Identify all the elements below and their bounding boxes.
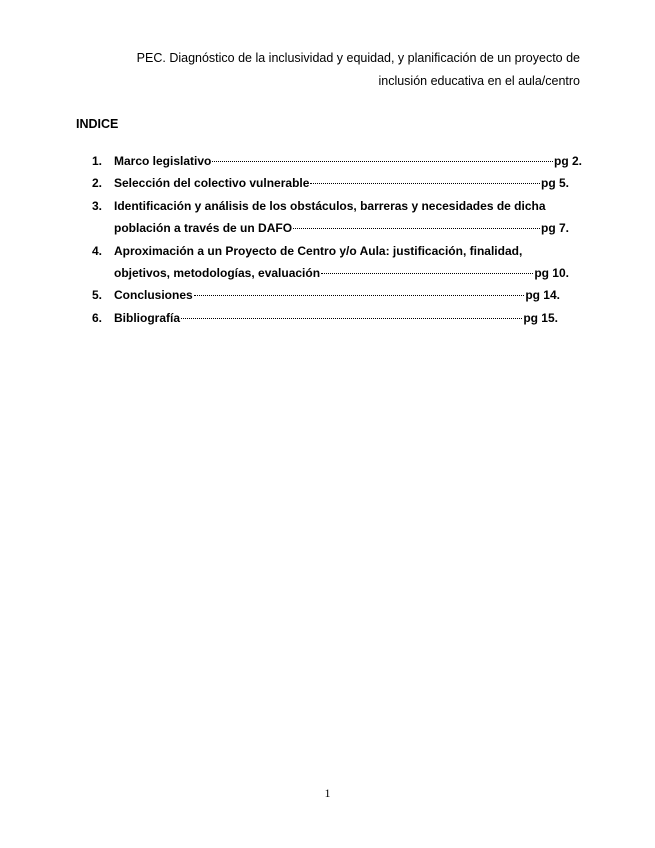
toc-dot-leader (212, 161, 553, 162)
toc-item-1 (92, 150, 582, 172)
document-header (100, 47, 580, 93)
toc-label-line-1: Aproximación a un Proyecto de Centro y/o Aula: justificación, finalidad, (114, 243, 523, 258)
toc-dot-leader (194, 295, 525, 296)
page-number: 1 (324, 786, 331, 800)
toc-number: 4. (92, 243, 103, 258)
toc-page-ref: pg 14. (525, 288, 560, 303)
toc-number: 1. (92, 154, 103, 168)
toc-label: Marco legislativo (114, 154, 212, 168)
toc-label: Conclusiones (114, 288, 193, 303)
toc-page-ref: pg 2. (553, 154, 582, 168)
header-line-2: inclusión educativa en el aula/centro (378, 74, 580, 88)
toc-number: 2. (92, 176, 103, 191)
table-of-contents (92, 150, 582, 329)
toc-number: 3. (92, 198, 103, 213)
toc-page-ref: pg 7. (540, 221, 569, 236)
toc-dot-leader (310, 183, 540, 184)
toc-page-ref: pg 15. (523, 310, 558, 325)
toc-item-2 (92, 172, 582, 194)
toc-dot-leader (321, 273, 533, 274)
toc-number: 6. (92, 310, 103, 325)
toc-page-ref: pg 10. (534, 266, 569, 281)
toc-item-4 (92, 240, 582, 285)
toc-label: población a través de un DAFO (114, 221, 293, 236)
toc-number: 5. (92, 288, 103, 303)
header-line-1: PEC. Diagnóstico de la inclusividad y equidad, y planificación de un proyecto de (136, 51, 580, 65)
toc-label: Bibliografía (114, 310, 181, 325)
toc-label: Selección del colectivo vulnerable (114, 176, 310, 191)
toc-label: objetivos, metodologías, evaluación (114, 266, 321, 281)
toc-label-line-1: Identificación y análisis de los obstáculos, barreras y necesidades de dicha (114, 198, 546, 213)
toc-dot-leader (181, 318, 522, 319)
toc-item-3 (92, 195, 582, 240)
toc-item-5 (92, 284, 582, 306)
toc-page-ref: pg 5. (540, 176, 569, 191)
toc-dot-leader (293, 228, 540, 229)
index-title: INDICE (76, 117, 119, 131)
toc-item-6 (92, 307, 582, 329)
